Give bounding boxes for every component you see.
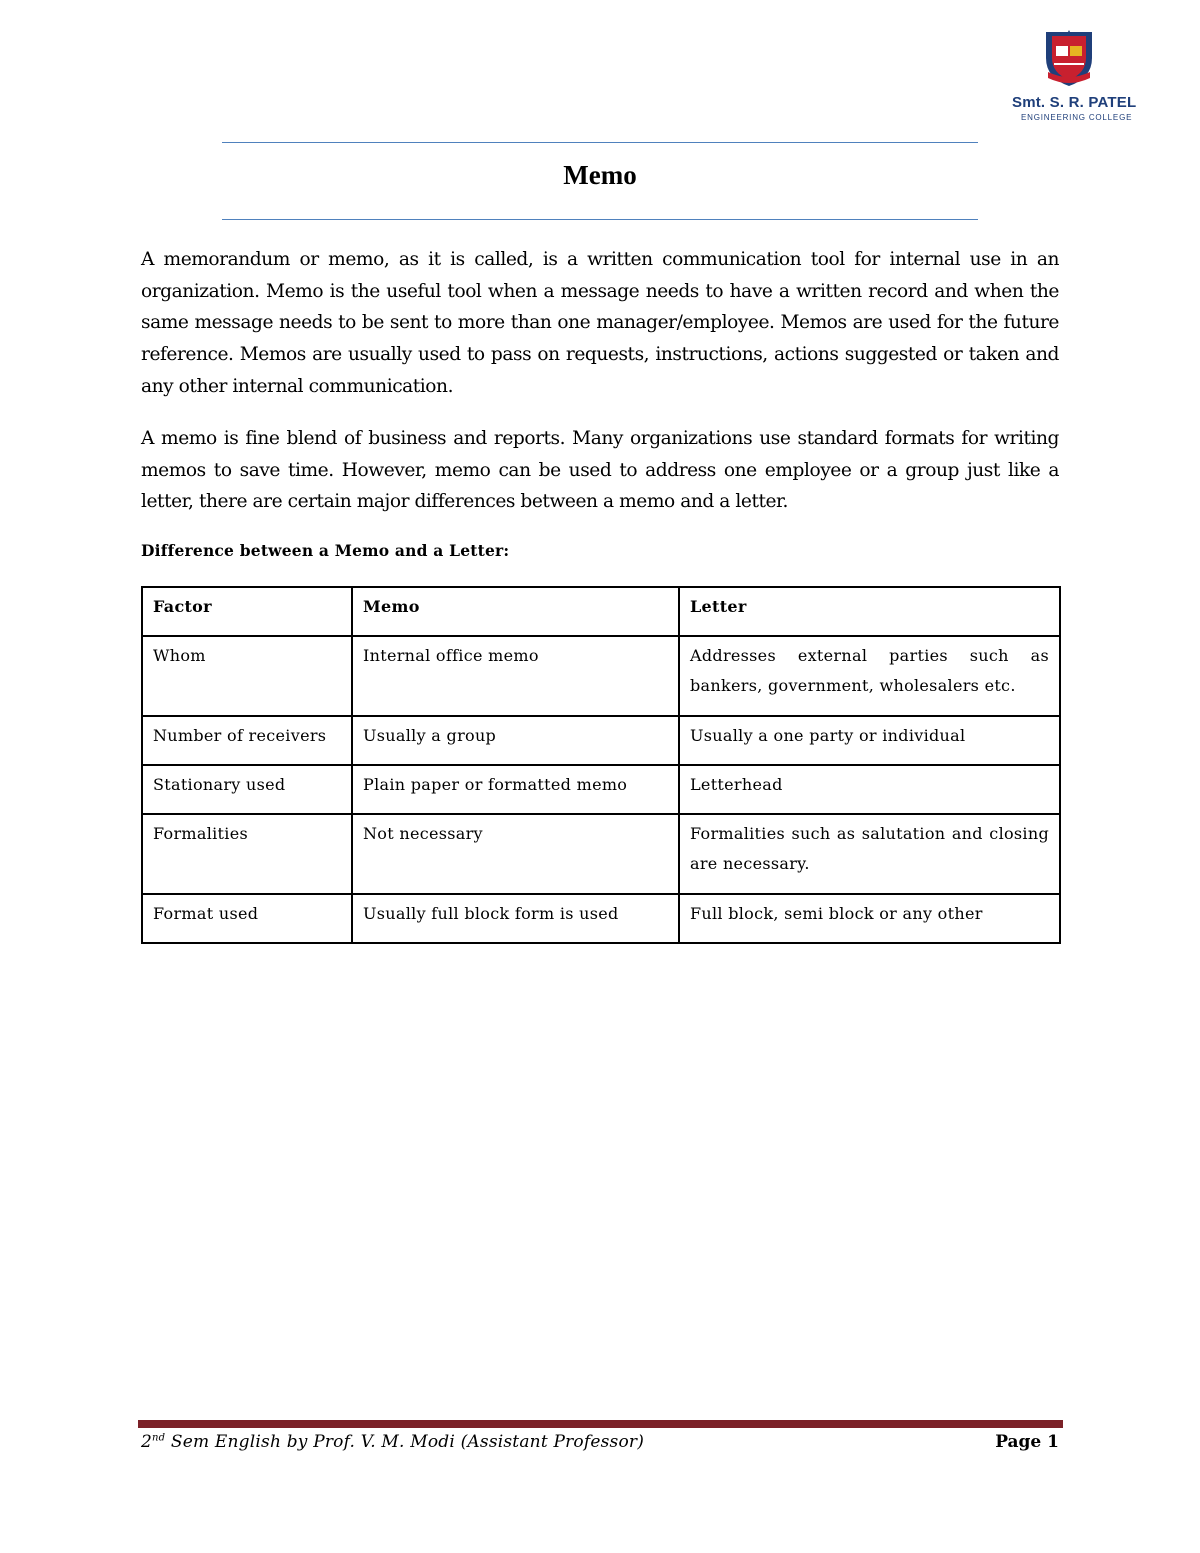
table-cell: Stationary used [142,765,352,814]
table-cell: Whom [142,636,352,716]
table-cell: Plain paper or formatted memo [352,765,679,814]
page-title: Memo [563,160,637,190]
table-row [142,814,1060,894]
table-row [142,636,1060,716]
table-cell: Addresses external parties such as bankers, government, wholesalers etc. [679,636,1060,716]
college-name: Smt. S. R. PATEL [1012,94,1137,111]
header-cell: Memo [352,587,679,636]
table-cell: Internal office memo [352,636,679,716]
table-cell: Format used [142,894,352,943]
table-cell: Usually full block form is used [352,894,679,943]
section-subheading: Difference between a Memo and a Letter: [141,541,510,560]
table-row [142,765,1060,814]
college-logo [1012,28,1137,128]
second-paragraph: A memo is fine blend of business and reports. Many organizations use standard formats for writing memos to save time. However, memo can be used to address one employee or a group just like a letter, there are certain major differences between a memo and a letter. [141,428,1059,513]
table-cell: Formalities such as salutation and closing are necessary. [679,814,1060,894]
table-cell: Full block, semi block or any other [679,894,1060,943]
header-cell: Factor [142,587,352,636]
table-row [142,716,1060,765]
intro-paragraph: A memorandum or memo, as it is called, is a written communication tool for internal use in an organization. Memo is the useful tool when a message needs to have a written record and when the same message needs to be sent to more than one manager/employee. Memos are used for the future reference. Memos are usually used to pass on requests, instructions, actions suggested or taken and any other internal communication. [141,249,1059,397]
table-header-row [142,587,1060,636]
table-cell: Usually a one party or individual [679,716,1060,765]
table-cell: Formalities [142,814,352,894]
title-bottom-rule [222,219,978,220]
comparison-table [141,586,1061,944]
table-cell: Letterhead [679,765,1060,814]
footer-bar [138,1420,1063,1428]
footer-credit [141,1432,644,1452]
table-cell: Usually a group [352,716,679,765]
footer-credit-text: Sem English by Prof. V. M. Modi (Assistant Professor) [165,1432,645,1452]
footer-sem-number: 2 [141,1432,153,1452]
page-number: Page 1 [995,1432,1059,1452]
table-cell: Number of receivers [142,716,352,765]
title-top-rule [222,142,978,143]
table-row [142,894,1060,943]
college-subtitle: ENGINEERING COLLEGE [1021,113,1133,122]
college-crest-icon [1042,28,1096,88]
table-cell: Not necessary [352,814,679,894]
footer-sem-suffix: nd [152,1432,166,1444]
header-cell: Letter [679,587,1060,636]
